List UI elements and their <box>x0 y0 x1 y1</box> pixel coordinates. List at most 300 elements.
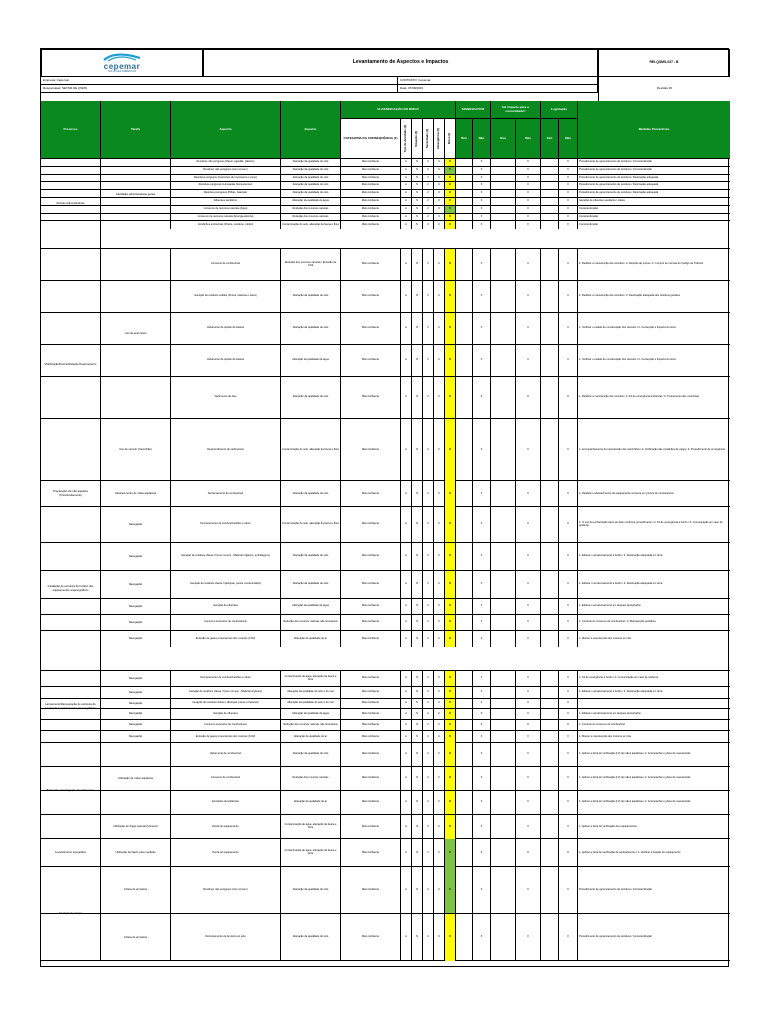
community-no-cell: X <box>516 249 541 280</box>
community-yes-cell <box>491 221 516 229</box>
criterion-cell: N <box>412 743 423 766</box>
table-row <box>41 175 730 183</box>
risk-cell: M <box>445 419 456 481</box>
significant-yes-cell <box>456 743 473 766</box>
community-no-cell: X <box>516 914 541 961</box>
risk-cell: M <box>445 791 456 814</box>
legislation-yes-cell <box>541 214 559 221</box>
preventive-measure-cell: 1- O uso da embarcação deve ser feito conforme procedimento / 2- Kit de emergência a bordo / 3- Comunicação em caso de acidente <box>579 520 723 527</box>
process-group <box>41 249 730 481</box>
legislation-no-cell: X <box>559 815 578 839</box>
preventive-measure-cell: 1- Efetuar o armazenamento em tanques apropriados <box>579 711 641 715</box>
impact-cell: Alteração da qualidade do solo <box>281 167 341 174</box>
community-no-cell: X <box>516 839 541 867</box>
criterion-cell: C <box>434 281 445 312</box>
legislation-no-cell: X <box>559 281 578 312</box>
preventive-measure-cell: 1- Aplicar a listra de verificação (LV) de mãos aquáticas / 2- Acompanhar o plano de manutenção <box>579 752 691 756</box>
preventive-measure-cell: 1- Kit de emergência a bordo / 2- Comunicação em caso de acidente <box>579 676 659 680</box>
criterion-cell: 2 <box>423 345 434 376</box>
criterion-cell: A <box>401 345 412 376</box>
community-yes-cell <box>491 671 516 686</box>
risk-cell: M <box>445 159 456 166</box>
significant-no-cell: X <box>473 599 491 614</box>
aspect-cell: Derramamento de combustível/óleo e óleos <box>171 507 281 542</box>
community-no-cell: X <box>516 815 541 839</box>
category-cell: Meio Ambiente <box>341 699 401 708</box>
risk-cell: M <box>445 615 456 630</box>
community-yes-cell <box>491 313 516 344</box>
criterion-cell: C <box>434 214 445 221</box>
legislation-no-cell: X <box>559 709 578 719</box>
table-row <box>41 481 730 507</box>
aspect-cell: Geração de efluentes <box>171 599 281 614</box>
risk-cell: M <box>445 631 456 647</box>
category-cell: Meio Ambiente <box>341 214 401 221</box>
task-cell: Navegação <box>101 507 171 543</box>
table-row <box>41 249 730 281</box>
category-cell: Meio Ambiente <box>341 481 401 507</box>
criterion-cell: A <box>401 182 412 189</box>
risk-cell: M <box>445 720 456 730</box>
criterion-cell: N <box>412 767 423 790</box>
legislation-yes-cell <box>541 481 559 507</box>
legislation-no-cell: X <box>559 720 578 730</box>
criterion-cell: A <box>401 839 412 867</box>
preventive-measure-cell: 1- Realizar a manutenção dos veículos / 2- Aferição de pneus / 3- Cumprir as normas do Código de Trânsito <box>579 262 704 266</box>
significant-yes-cell <box>456 419 473 481</box>
criterion-cell: A <box>401 543 412 570</box>
significant-no-cell: X <box>473 767 491 790</box>
criterion-cell: 2 <box>423 167 434 174</box>
category-cell: Meio Ambiente <box>341 507 401 542</box>
community-yes-cell <box>491 615 516 630</box>
impact-cell: Alteração da qualidade da água <box>281 198 341 205</box>
company-logo <box>41 49 203 77</box>
legislation-no-cell: X <box>559 615 578 630</box>
significant-no-cell: X <box>473 281 491 312</box>
aspect-cell: Geração de efluentes <box>171 709 281 719</box>
criterion-cell: C <box>434 671 445 686</box>
criterion-cell: 2 <box>423 190 434 197</box>
table-row <box>41 731 730 743</box>
table-header <box>41 101 730 159</box>
significant-yes-cell <box>456 214 473 221</box>
task-cell: Navegação <box>101 699 171 709</box>
criterion-cell: C <box>434 159 445 166</box>
task-cell: Utilização de Navio para medição <box>101 839 171 867</box>
significant-yes-cell <box>456 867 473 913</box>
table-row <box>41 198 730 206</box>
criterion-cell: N <box>412 167 423 174</box>
logo-tagline: SOLUÇÕES AMBIENTAIS <box>107 69 137 73</box>
criterion-cell: A <box>401 571 412 598</box>
table-row <box>41 599 730 615</box>
legislation-yes-cell <box>541 867 559 913</box>
criterion-cell: C <box>434 571 445 598</box>
impact-cell: Alteração da qualidade do solo <box>281 281 341 312</box>
col-tarefa: Tarefa <box>101 101 171 159</box>
community-yes-cell <box>491 914 516 961</box>
legislation-yes-cell <box>541 720 559 730</box>
significant-yes-cell <box>456 377 473 418</box>
significant-yes-cell <box>456 175 473 182</box>
significant-no-cell: X <box>473 167 491 174</box>
task-cell: Uso de automóvel <box>101 249 171 419</box>
legislation-yes-cell <box>541 767 559 790</box>
task-cell: Navegação <box>101 671 171 687</box>
impact-cell: Contaminação de água, alteração da fauna e flora <box>281 815 341 839</box>
criterion-cell: N <box>412 249 423 280</box>
process-group <box>41 867 730 961</box>
col-leg-sim: Sim <box>541 119 559 159</box>
aspects-table <box>41 101 730 939</box>
criterion-cell: 2 <box>423 571 434 598</box>
task-cell: Coleta de amostras <box>101 867 171 914</box>
col-leg-nao: Não <box>559 119 578 159</box>
significant-yes-cell <box>456 543 473 570</box>
criterion-cell: C <box>434 481 445 507</box>
preventive-measure-cell: 1- Efetuar o armazenamento a bordo / 2- Destinação adequada em terra <box>579 554 663 558</box>
legislation-yes-cell <box>541 631 559 647</box>
aspect-cell: Emissões atmosféricas <box>171 791 281 814</box>
community-no-cell: X <box>516 709 541 719</box>
aspect-cell: Emissão de gases provenientes dos motores (CO2) <box>171 731 281 743</box>
col-crit-2: Situação (3) <box>412 119 423 159</box>
criterion-cell: 2 <box>423 175 434 182</box>
category-cell: Meio Ambiente <box>341 345 401 376</box>
col-categoria: CATEGORIA DA CONSEQUÊNCIA (1) <box>341 119 401 159</box>
task-cell: Navegação <box>101 543 171 571</box>
criterion-cell: A <box>401 419 412 481</box>
risk-cell: B <box>445 167 456 174</box>
legislation-yes-cell <box>541 709 559 719</box>
preventive-measure-cell: Conscientização <box>579 214 599 218</box>
significant-no-cell: X <box>473 507 491 542</box>
impact-cell: Alteração da qualidade do ar <box>281 631 341 647</box>
risk-cell: M <box>445 281 456 312</box>
impact-cell: Alteração da qualidade do solo e do mar <box>281 687 341 698</box>
criterion-cell: C <box>434 839 445 867</box>
criterion-cell: N <box>412 709 423 719</box>
significant-yes-cell <box>456 206 473 213</box>
community-no-cell: X <box>516 720 541 730</box>
criterion-cell: A <box>401 791 412 814</box>
criterion-cell: C <box>434 791 445 814</box>
significant-no-cell: X <box>473 615 491 630</box>
criterion-cell: 2 <box>423 182 434 189</box>
community-no-cell: X <box>516 731 541 743</box>
significant-yes-cell <box>456 481 473 507</box>
criterion-cell: N <box>412 198 423 205</box>
community-yes-cell <box>491 281 516 312</box>
col-comunidade: Há impacto para a comunidade? <box>491 101 541 119</box>
table-row <box>41 867 730 914</box>
criterion-cell: C <box>434 815 445 839</box>
document-title: Levantamento de Aspectos e Impactos <box>203 49 598 77</box>
table-row <box>41 571 730 599</box>
legislation-no-cell: X <box>559 687 578 698</box>
criterion-cell: 2 <box>423 867 434 913</box>
legislation-no-cell: X <box>559 167 578 174</box>
table-row <box>41 419 730 481</box>
significant-yes-cell <box>456 167 473 174</box>
category-cell: Meio Ambiente <box>341 249 401 280</box>
impact-cell: Alteração da qualidade do solo <box>281 914 341 961</box>
impact-cell: Alteração da qualidade do solo <box>281 867 341 913</box>
preventive-measure-cell: 1- Realizar a manutenção dos veículos / 2- Kit de emergência ambiental / 3- Treinamento dos motoristas <box>579 395 700 399</box>
community-no-cell: X <box>516 221 541 229</box>
process-cell: Rotinas Administrativas <box>41 159 101 248</box>
aspect-cell: Resíduos não perigosos (Papel, papelão, plástico) <box>171 159 281 166</box>
criterion-cell: A <box>401 687 412 698</box>
preventive-measure-cell: Procedimento de gerenciamento de resíduos / Conscientização <box>579 159 652 163</box>
legislation-yes-cell <box>541 281 559 312</box>
risk-cell: M <box>445 190 456 197</box>
community-no-cell: X <box>516 631 541 647</box>
legislation-no-cell: X <box>559 599 578 614</box>
significant-no-cell: X <box>473 731 491 743</box>
aspect-cell: Derramamento de combustível <box>171 481 281 507</box>
community-no-cell: X <box>516 281 541 312</box>
legislation-no-cell: X <box>559 791 578 814</box>
community-yes-cell <box>491 198 516 205</box>
criterion-cell: N <box>412 815 423 839</box>
category-cell: Meio Ambiente <box>341 731 401 743</box>
impact-cell: Redução dos recursos naturais / Emissão de CO2 <box>281 249 341 280</box>
aspect-cell: Geração de resíduos classe I (Estopas, panos contaminados) <box>171 571 281 598</box>
impact-cell: Alteração da qualidade do solo <box>281 159 341 166</box>
col-sig-sim: Sim <box>456 119 473 159</box>
legislation-yes-cell <box>541 731 559 743</box>
legislation-yes-cell <box>541 377 559 418</box>
preventive-measure-cell: Geração de efluentes sanitários / coleta <box>579 198 625 202</box>
criterion-cell: N <box>412 345 423 376</box>
category-cell: Meio Ambiente <box>341 377 401 418</box>
category-cell: Meio Ambiente <box>341 571 401 598</box>
aspect-cell: Geração de resíduos sólidos (Pneus, baterias e óleos) <box>171 281 281 312</box>
process-group <box>41 481 730 507</box>
preventive-measure-cell: Procedimento de gerenciamento de resíduos / Destinação adequada <box>579 191 659 195</box>
significant-yes-cell <box>456 615 473 630</box>
table-row <box>41 687 730 699</box>
wave-logo-icon <box>102 53 142 62</box>
significant-no-cell: X <box>473 543 491 570</box>
community-yes-cell <box>491 571 516 598</box>
criterion-cell: C <box>434 182 445 189</box>
criterion-cell: A <box>401 175 412 182</box>
significant-yes-cell <box>456 687 473 698</box>
criterion-cell: A <box>401 867 412 913</box>
col-processo: Processo <box>41 101 101 159</box>
community-no-cell: X <box>516 767 541 790</box>
preventive-measure-cell: 1- Aplicar a listra de verificação dos equipamentos <box>579 824 637 828</box>
community-yes-cell <box>491 767 516 790</box>
category-cell: Meio Ambiente <box>341 543 401 570</box>
criterion-cell: A <box>401 914 412 961</box>
legislation-no-cell: X <box>559 914 578 961</box>
aspect-cell: Perda do equipamento <box>171 839 281 867</box>
legislation-no-cell: X <box>559 699 578 708</box>
aspect-cell: Condições ambientais (Poeira, resíduos, ruídos) <box>171 221 281 229</box>
significant-no-cell: X <box>473 687 491 698</box>
criterion-cell: 2 <box>423 599 434 614</box>
criterion-cell: 2 <box>423 731 434 743</box>
community-yes-cell <box>491 481 516 507</box>
criterion-cell: A <box>401 313 412 344</box>
legislation-no-cell: X <box>559 507 578 542</box>
impact-cell: Contaminação do solo, alteração da fauna e flora <box>281 419 341 481</box>
table-row <box>41 190 730 198</box>
table-row <box>41 914 730 961</box>
legislation-yes-cell <box>541 206 559 213</box>
impact-cell: Alteração da qualidade do solo <box>281 571 341 598</box>
community-no-cell: X <box>516 159 541 166</box>
table-row <box>41 507 730 543</box>
legislation-no-cell: X <box>559 867 578 913</box>
significant-no-cell: X <box>473 791 491 814</box>
community-yes-cell <box>491 815 516 839</box>
risk-cell: M <box>445 599 456 614</box>
company-field: Empresa: Cepemar <box>41 77 398 84</box>
table-row <box>41 281 730 313</box>
preventive-measure-cell: 1- Controle do consumo de combustível / 2- Manutenção periódica <box>579 620 656 624</box>
category-cell: Meio Ambiente <box>341 419 401 481</box>
criterion-cell: A <box>401 190 412 197</box>
preventive-measure-cell: 1- Aplicar a listra de verificação de equipamentos / 2- Verificar a fixação do equipamento <box>579 850 681 854</box>
legislation-no-cell: X <box>559 175 578 182</box>
legislation-yes-cell <box>541 699 559 708</box>
community-yes-cell <box>491 699 516 708</box>
criterion-cell: C <box>434 631 445 647</box>
community-no-cell: X <box>516 543 541 570</box>
criterion-cell: C <box>434 914 445 961</box>
process-group <box>41 671 730 743</box>
impact-cell: Alteração da qualidade do solo <box>281 190 341 197</box>
significant-no-cell: X <box>473 699 491 708</box>
community-yes-cell <box>491 190 516 197</box>
community-no-cell: X <box>516 182 541 189</box>
legislation-no-cell: X <box>559 190 578 197</box>
contract-field: CONTRATO: Cepemar <box>398 77 598 84</box>
criterion-cell: C <box>434 867 445 913</box>
legislation-yes-cell <box>541 313 559 344</box>
criterion-cell: N <box>412 182 423 189</box>
criterion-cell: 2 <box>423 214 434 221</box>
community-no-cell: X <box>516 419 541 481</box>
significant-yes-cell <box>456 281 473 312</box>
criterion-cell: C <box>434 615 445 630</box>
preventive-measure-cell: Procedimento de gerenciamento de resíduos / Conscientização <box>579 887 652 891</box>
aspect-cell: Geração de resíduos classe II (Lixo comum - Material orgânico) <box>171 687 281 698</box>
process-cell: Preparação da mão aquática (Transbordamento) <box>41 481 101 506</box>
col-sig-nao: Não <box>473 119 491 159</box>
preventive-measure-cell: Conscientização <box>579 222 599 226</box>
significant-no-cell: X <box>473 206 491 213</box>
risk-cell: M <box>445 543 456 570</box>
aspect-cell: Vazamento de óleo <box>171 377 281 418</box>
col-crit-5: Risco (I) <box>445 119 456 159</box>
criterion-cell: 2 <box>423 249 434 280</box>
legislation-no-cell: X <box>559 839 578 867</box>
legislation-no-cell: X <box>559 543 578 570</box>
legislation-no-cell: X <box>559 198 578 205</box>
risk-cell: M <box>445 671 456 686</box>
legislation-no-cell: X <box>559 345 578 376</box>
significant-no-cell: X <box>473 159 491 166</box>
significant-yes-cell <box>456 571 473 598</box>
criterion-cell: 2 <box>423 743 434 766</box>
legislation-no-cell: X <box>559 249 578 280</box>
criterion-cell: 2 <box>423 687 434 698</box>
criterion-cell: C <box>434 198 445 205</box>
significant-yes-cell <box>456 731 473 743</box>
criterion-cell: A <box>401 221 412 229</box>
criterion-cell: N <box>412 615 423 630</box>
preventive-measure-cell: 1- Aplicar a listra de verificação (LV) de mãos aquáticas / 2- Acompanhar o plano de manutenção <box>579 776 691 780</box>
legislation-no-cell: X <box>559 377 578 418</box>
community-no-cell: X <box>516 671 541 686</box>
process-group <box>41 507 730 671</box>
risk-cell: B <box>445 206 456 213</box>
category-cell: Meio Ambiente <box>341 167 401 174</box>
aspect-cell: Resíduos perigosos (Lâmpadas fluorescentes) <box>171 182 281 189</box>
significant-no-cell: X <box>473 720 491 730</box>
significant-yes-cell <box>456 221 473 229</box>
community-no-cell: X <box>516 206 541 213</box>
risk-cell: M <box>445 198 456 205</box>
risk-cell: M <box>445 914 456 961</box>
criterion-cell: N <box>412 159 423 166</box>
community-no-cell: X <box>516 377 541 418</box>
criterion-cell: A <box>401 671 412 686</box>
criterion-cell: 2 <box>423 281 434 312</box>
preventive-measure-cell: Conscientização <box>579 206 599 210</box>
process-cell: Lançamento/Recuperação de estrutura de fundeio dos equipamentos oceanográficos <box>41 671 101 742</box>
risk-cell: M <box>445 571 456 598</box>
impact-cell: Contaminação da água, alteração da fauna e flora <box>281 671 341 686</box>
preventive-measure-cell: Procedimento de gerenciamento de resíduos / Destinação adequada <box>579 183 659 187</box>
category-cell: Meio Ambiente <box>341 839 401 867</box>
community-no-cell: X <box>516 175 541 182</box>
legislation-yes-cell <box>541 167 559 174</box>
criterion-cell: 2 <box>423 481 434 507</box>
significant-yes-cell <box>456 190 473 197</box>
legislation-no-cell: X <box>559 631 578 647</box>
criterion-cell: C <box>434 507 445 542</box>
criterion-cell: C <box>434 731 445 743</box>
category-cell: Meio Ambiente <box>341 281 401 312</box>
category-cell: Meio Ambiente <box>341 671 401 686</box>
criterion-cell: N <box>412 791 423 814</box>
significant-no-cell: X <box>473 815 491 839</box>
community-yes-cell <box>491 599 516 614</box>
table-row <box>41 815 730 839</box>
criterion-cell: 2 <box>423 507 434 542</box>
col-classificacao: CLASSIFICAÇÃO DO RISCO <box>341 101 456 119</box>
impact-cell: Redução dos recursos naturais <box>281 206 341 213</box>
community-no-cell: X <box>516 481 541 507</box>
table-row <box>41 214 730 222</box>
legislation-yes-cell <box>541 419 559 481</box>
criterion-cell: N <box>412 720 423 730</box>
legislation-yes-cell <box>541 543 559 570</box>
col-impacto: Impacto <box>281 101 341 159</box>
col-com-nao: Não <box>516 119 541 159</box>
impact-cell: Contaminação do solo, alteração da fauna e flora <box>281 507 341 542</box>
preventive-measure-cell: 1- Efetuar o armazenamento em tanques apropriados <box>579 604 641 608</box>
task-cell: Navegação <box>101 687 171 699</box>
preventive-measure-cell: 1- Realizar a manutenção dos veículos / 2- Destinação adequada dos resíduos gerados <box>579 294 680 298</box>
